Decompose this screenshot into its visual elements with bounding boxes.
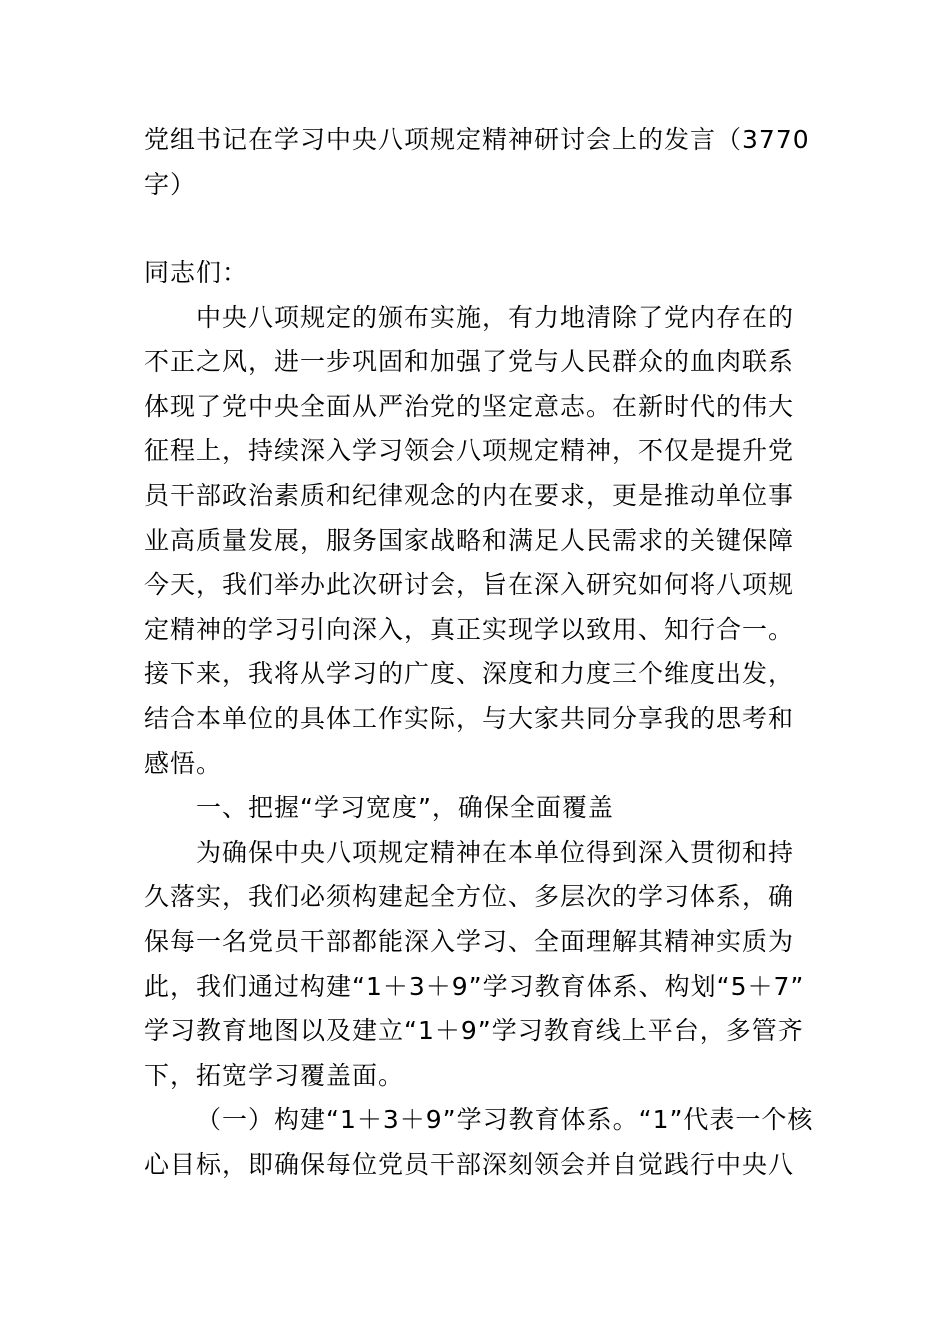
- paragraph-line: 为确保中央八项规定精神在本单位得到深入贯彻和持: [196, 837, 795, 867]
- paragraph-line: 体现了党中央全面从严治党的坚定意志。在新时代的伟大: [144, 391, 795, 421]
- title-line: 字）: [144, 169, 197, 199]
- section-heading: 一、把握“学习宽度”，确保全面覆盖: [196, 793, 614, 823]
- paragraph-line: 此，我们通过构建“1＋3＋9”学习教育体系、构划“5＋7”: [144, 971, 805, 1001]
- subsection-line: （一）构建“1＋3＋9”学习教育体系。“1”代表一个核: [196, 1105, 814, 1135]
- paragraph-line: 业高质量发展，服务国家战略和满足人民需求的关键保障: [144, 525, 795, 555]
- paragraph-line: 中央八项规定的颁布实施，有力地清除了党内存在的: [196, 302, 795, 332]
- paragraph-line: 久落实，我们必须构建起全方位、多层次的学习体系，确: [144, 882, 795, 912]
- salutation: 同志们：: [144, 258, 249, 287]
- paragraph-line: 学习教育地图以及建立“1＋9”学习教育线上平台，多管齐: [144, 1016, 804, 1046]
- paragraph-line: 今天，我们举办此次研讨会，旨在深入研究如何将八项规: [144, 570, 795, 600]
- paragraph-line: 结合本单位的具体工作实际，与大家共同分享我的思考和: [144, 703, 795, 733]
- paragraph-line: 心目标，即确保每位党员干部深刻领会并自觉践行中央八: [144, 1149, 795, 1179]
- paragraph-line: 感悟。: [144, 748, 223, 778]
- document-body: [144, 251, 812, 1187]
- paragraph-line: 下，拓宽学习覆盖面。: [144, 1060, 405, 1090]
- paragraph-line: 不正之风，进一步巩固和加强了党与人民群众的血肉联系: [144, 347, 795, 377]
- paragraph-line: 征程上，持续深入学习领会八项规定精神，不仅是提升党: [144, 436, 795, 466]
- paragraph-line: 员干部政治素质和纪律观念的内在要求，更是推动单位事: [144, 480, 795, 510]
- paragraph-line: 保每一名党员干部都能深入学习、全面理解其精神实质为: [144, 926, 795, 956]
- paragraph-line: 定精神的学习引向深入，真正实现学以致用、知行合一。: [144, 614, 795, 644]
- document-title: [144, 118, 812, 207]
- paragraph-line: 接下来，我将从学习的广度、深度和力度三个维度出发，: [144, 659, 795, 689]
- title-line: 党组书记在学习中央八项规定精神研讨会上的发言（3770: [144, 125, 810, 154]
